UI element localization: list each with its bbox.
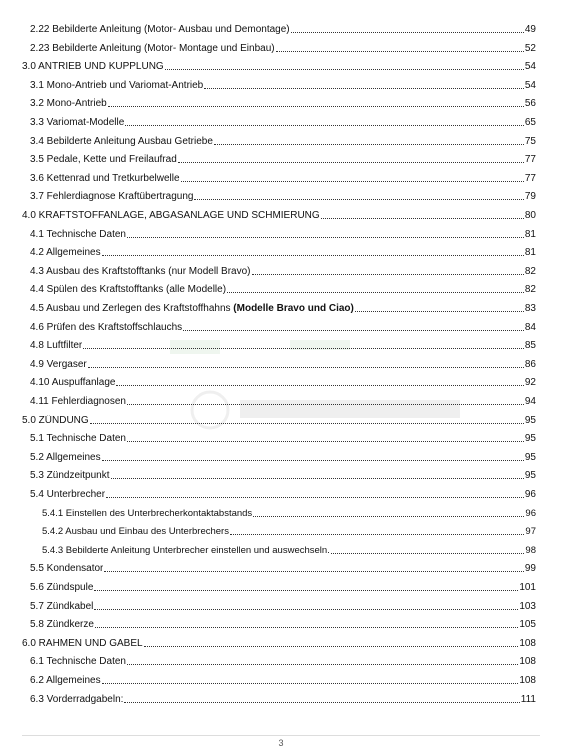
dot-leader — [104, 570, 523, 572]
dot-leader — [124, 701, 519, 703]
toc-page-number: 85 — [524, 340, 536, 352]
toc-entry[interactable] — [30, 597, 536, 613]
toc-entry-title: 5.4 Unterbrecher — [30, 489, 106, 500]
dot-leader — [94, 589, 518, 591]
dot-leader — [165, 68, 524, 70]
toc-entry-title: 5.2 Allgemeines — [30, 451, 101, 463]
toc-entry[interactable] — [30, 94, 536, 110]
toc-entry-title: 4.8 Luftfilter — [30, 340, 83, 352]
dot-leader — [252, 273, 524, 275]
dot-leader — [94, 608, 518, 610]
toc-entry[interactable] — [30, 559, 536, 575]
toc-page-number: 95 — [524, 451, 536, 463]
toc-entry-title: 5.8 Zündkerze — [30, 619, 94, 631]
toc-page-number: 94 — [524, 396, 536, 407]
toc-entry-title: 4.0 KRAFTSTOFFANLAGE, ABGASANLAGE UND SCHMIERUNG — [22, 210, 320, 221]
toc-entry-title: 3.0 ANTRIEB UND KUPPLUNG — [22, 61, 164, 73]
dot-leader — [90, 422, 524, 424]
dot-leader — [181, 180, 524, 182]
toc-entry-title: 3.1 Mono-Antrieb und Variomat-Antrieb — [30, 79, 204, 91]
toc-page-number: 86 — [524, 358, 536, 370]
toc-entry-emphasis: (Modelle Bravo und Ciao) — [233, 303, 354, 314]
toc-page-number: 108 — [519, 675, 536, 686]
toc-section-heading[interactable] — [22, 206, 536, 222]
toc-entry[interactable] — [30, 448, 536, 464]
dot-leader — [276, 50, 524, 52]
toc-entry-title: 5.4.3 Bebilderte Anleitung Unterbrecher einstellen und auswechseln. — [42, 544, 330, 556]
toc-entry[interactable] — [30, 485, 536, 501]
toc-page-number: 77 — [524, 172, 536, 184]
toc-page-number: 82 — [524, 284, 536, 296]
toc-entry-title: 6.1 Technische Daten — [30, 656, 126, 668]
toc-entry-title: 3.5 Pedale, Kette und Freilaufrad — [30, 154, 177, 166]
toc-entry[interactable] — [30, 466, 536, 482]
toc-page-number: 56 — [524, 98, 536, 110]
dot-leader — [331, 552, 525, 554]
toc-entry-title: 2.23 Bebilderte Anleitung (Motor- Montage und Einbau) — [30, 42, 275, 54]
toc-entry[interactable] — [30, 578, 536, 594]
toc-page-number: 52 — [524, 42, 536, 54]
toc-page-number: 49 — [524, 24, 536, 35]
toc-entry-title: 5.3 Zündzeitpunkt — [30, 470, 110, 482]
toc-page-number: 111 — [520, 693, 536, 705]
toc-entry-title: 5.4.1 Einstellen des Unterbrecherkontaktabstands — [42, 507, 253, 519]
toc-page-number: 96 — [524, 489, 536, 500]
dot-leader — [230, 533, 524, 535]
toc-page-number: 84 — [524, 321, 536, 333]
toc-entry[interactable] — [30, 392, 536, 408]
toc-page-number: 105 — [519, 619, 536, 631]
toc-entry-title: 3.6 Kettenrad und Tretkurbelwelle — [30, 172, 180, 184]
dot-leader — [106, 496, 524, 498]
dot-leader — [204, 87, 524, 89]
dot-leader — [227, 291, 524, 293]
page-number: 3 — [278, 738, 284, 748]
toc-entry[interactable] — [30, 225, 536, 241]
toc-entry[interactable] — [30, 39, 536, 55]
toc-entry-title: 5.6 Zündspule — [30, 582, 94, 593]
toc-entry-title: 4.10 Auspuffanlage — [30, 377, 116, 389]
toc-entry[interactable] — [30, 671, 536, 687]
toc-entry[interactable] — [30, 132, 536, 148]
toc-entry-title: 6.3 Vorderradgabeln: — [30, 693, 124, 705]
toc-entry-title: 4.5 Ausbau und Zerlegen des Kraftstoffhahns (Modelle Bravo und Ciao) — [30, 303, 354, 314]
toc-entry[interactable] — [30, 150, 536, 166]
toc-section-heading[interactable] — [22, 411, 536, 427]
toc-entry[interactable] — [30, 280, 536, 296]
dot-leader — [194, 198, 523, 200]
toc-section-heading[interactable] — [22, 634, 536, 650]
toc-entry-title: 5.7 Zündkabel — [30, 600, 94, 612]
dot-leader — [95, 626, 518, 628]
dot-leader — [144, 645, 519, 647]
toc-page-number: 75 — [524, 135, 536, 147]
toc-entry[interactable] — [30, 373, 536, 389]
dot-leader — [253, 515, 524, 517]
toc-entry-title: 4.1 Technische Daten — [30, 228, 126, 240]
toc-page-number: 82 — [524, 265, 536, 277]
toc-entry-title: 3.4 Bebilderte Anleitung Ausbau Getriebe — [30, 135, 213, 147]
dot-leader — [108, 105, 524, 107]
dot-leader — [102, 682, 519, 684]
toc-section-heading[interactable] — [22, 57, 536, 73]
toc-entry[interactable] — [30, 615, 536, 631]
dot-leader — [102, 254, 524, 256]
toc-page-number: 54 — [524, 61, 536, 73]
toc-entry-title: 3.3 Variomat-Modelle — [30, 117, 125, 128]
dot-leader — [178, 161, 524, 163]
toc-page-number: 92 — [524, 377, 536, 389]
toc-page-number: 54 — [524, 79, 536, 91]
toc-entry[interactable] — [30, 318, 536, 334]
toc-page-number: 99 — [524, 563, 536, 575]
dot-leader — [127, 440, 524, 442]
toc-page-number: 83 — [524, 303, 536, 314]
toc-entry-title: 4.6 Prüfen des Kraftstoffschlauchs — [30, 321, 183, 333]
toc-entry[interactable] — [30, 299, 536, 315]
toc-subsubentry[interactable] — [42, 504, 536, 520]
dot-leader — [88, 366, 524, 368]
toc-page-number: 77 — [524, 154, 536, 166]
toc-entry-title: 6.0 RAHMEN UND GABEL — [22, 637, 143, 649]
toc-page-number: 95 — [524, 470, 536, 482]
dot-leader — [127, 403, 524, 405]
toc-entry[interactable] — [30, 690, 536, 706]
toc-entry[interactable] — [30, 187, 536, 203]
toc-entry[interactable] — [30, 20, 536, 36]
toc-page-number: 81 — [524, 247, 536, 259]
toc-entry-title: 5.4.2 Ausbau und Einbau des Unterbrechers — [42, 526, 229, 538]
toc-page-number: 108 — [519, 656, 536, 668]
toc-entry[interactable] — [30, 429, 536, 445]
footer-divider — [22, 735, 540, 736]
dot-leader — [355, 310, 524, 312]
toc-entry-title: 3.7 Fehlerdiagnose Kraftübertragung — [30, 191, 194, 203]
dot-leader — [127, 663, 518, 665]
toc-entry-title: 4.11 Fehlerdiagnosen — [30, 396, 126, 407]
toc-entry-title: 2.22 Bebilderte Anleitung (Motor- Ausbau und Demontage) — [30, 24, 290, 35]
toc-entry[interactable] — [30, 336, 536, 352]
toc-entry-title: 4.4 Spülen des Kraftstofftanks (alle Modelle) — [30, 284, 227, 296]
toc-subsubentry[interactable] — [42, 522, 536, 538]
toc-entry[interactable] — [30, 169, 536, 185]
toc-entry-title: 4.9 Vergaser — [30, 358, 87, 370]
toc-entry-title: 6.2 Allgemeines — [30, 675, 101, 686]
toc-entry-title: 5.1 Technische Daten — [30, 433, 126, 445]
toc-entry-title: 4.2 Allgemeines — [30, 247, 101, 259]
toc-entry-title: 5.5 Kondensator — [30, 563, 104, 575]
toc-page-number: 103 — [519, 600, 536, 612]
toc-page-number: 65 — [524, 117, 536, 128]
dot-leader — [183, 329, 524, 331]
dot-leader — [127, 236, 524, 238]
dot-leader — [214, 143, 524, 145]
toc-entry[interactable] — [30, 652, 536, 668]
toc-page-number: 96 — [525, 507, 536, 519]
toc-entry-title: 3.2 Mono-Antrieb — [30, 98, 107, 110]
toc-entry[interactable] — [30, 262, 536, 278]
toc-page-number: 97 — [525, 526, 536, 538]
dot-leader — [125, 124, 524, 126]
toc-page-number: 95 — [524, 414, 536, 426]
dot-leader — [116, 384, 523, 386]
dot-leader — [321, 217, 524, 219]
toc-page-number: 98 — [525, 544, 536, 556]
toc-page-number: 108 — [519, 637, 536, 649]
dot-leader — [102, 459, 524, 461]
toc-page-number: 101 — [519, 582, 536, 593]
dot-leader — [111, 477, 524, 479]
toc-page-number: 95 — [524, 433, 536, 445]
toc-page-number: 79 — [524, 191, 536, 203]
toc-entry-title: 4.3 Ausbau des Kraftstofftanks (nur Modell Bravo) — [30, 265, 251, 277]
toc-page-number: 80 — [524, 210, 536, 221]
toc-entry[interactable] — [30, 355, 536, 371]
toc-entry[interactable] — [30, 76, 536, 92]
toc-entry[interactable] — [30, 243, 536, 259]
toc-subsubentry[interactable] — [42, 541, 536, 557]
toc-page-number: 81 — [524, 228, 536, 240]
toc-entry-title: 5.0 ZÜNDUNG — [22, 414, 89, 426]
dot-leader — [291, 31, 524, 33]
toc-entry[interactable] — [30, 113, 536, 129]
dot-leader — [83, 347, 524, 349]
